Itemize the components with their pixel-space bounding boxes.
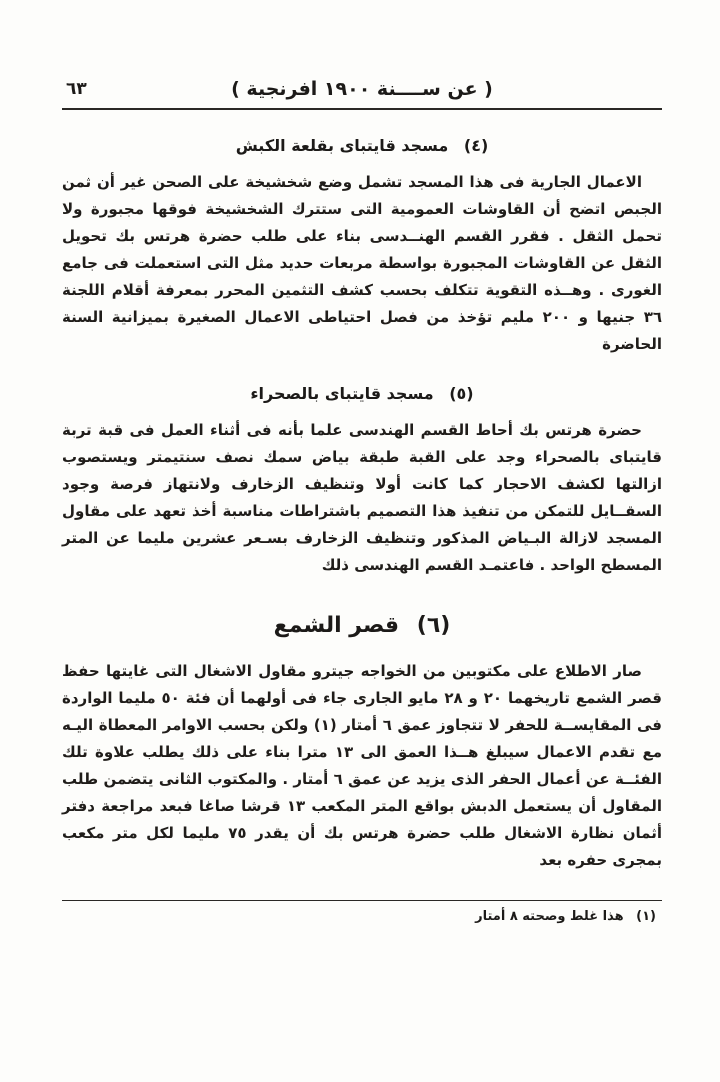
section-4-number: (٤) (463, 136, 489, 155)
section-6-paragraph: صار الاطلاع على مكتوبين من الخواجه جيترو مقاول الاشغال التى غايتها حفظ قصر الشمع تاريخهما ٢٠ و ٢٨ مايو الجارى جاء فى أولهما أن فئة ٥٠ مليما الواردة فى المقايســة للحفر لا تتجاوز عمق ٦ أمتار (١) ولكن بحسب الاوامر المعطاة اليـه مع تقدم الاعمال سيبلغ هــذا العمق الى ١٣ مترا بناء على ذلك يطلب علاوة تلك الفئــة عن أعمال الحفر الذى يزيد عن عمق ٦ أمتار . والمكتوب الثانى يتضمن طلب المقاول أن يستعمل الدبش بواقع المتر المكعب ١٣ قرشا صاغا فبعد مراجعة دفتر أثمان نظارة الاشغال طلب حضرة هرتس بك أن يقدر ٧٥ مليما لكل متر مكعب بمجرى حفره بعد (62, 662, 663, 869)
document-body (62, 136, 662, 924)
footnote-marker: (١) (636, 909, 656, 924)
section-4 (62, 136, 662, 358)
section-6-title: قصر الشمع (273, 613, 400, 638)
section-5-number: (٥) (449, 384, 474, 403)
section-5-heading (62, 384, 662, 403)
section-6-number: (٦) (416, 613, 451, 638)
section-5 (62, 384, 662, 579)
footnote-divider (62, 900, 662, 901)
section-5-paragraph: حضرة هرتس بك أحاط القسم الهندسى علما بأنه فى أثناء العمل فى قبة تربة قايتباى بالصحراء وجد على القبة طبقة بياض سمك نصف سنتيمتر ويستصوب ازالتها لكشف الاحجار كما كانت أولا وتنظيف الزخارف ولانتهاز فرصة وجود السقــايل للتمكن من تنفيذ هذا التصميم باشتراطات مناسبة أخذ تعهد على مقاول المسجد لازالة البـياض المذكور وتنظيف الزخارف بسـعر عشرين مليما عن المتر المسطح الواحد . فاعتمـد القسم الهندسى ذلك (62, 421, 662, 574)
footnote-text: هذا غلط وصحته ٨ أمتار (475, 909, 624, 924)
page-header (62, 78, 662, 100)
section-6-heading (62, 613, 662, 638)
section-6 (62, 613, 662, 874)
section-4-title: مسجد قايتباى بقلعة الكبش (235, 136, 449, 155)
section-5-title: مسجد قايتباى بالصحراء (250, 384, 434, 403)
footnote (62, 909, 662, 924)
page-content-area (62, 78, 662, 924)
header-title: ( عن ســــنة ١٩٠٠ افرنجية ) (231, 78, 493, 100)
header-divider (62, 108, 662, 110)
page-number: ٦٣ (66, 79, 87, 99)
section-4-paragraph: الاعمال الجارية فى هذا المسجد تشمل وضع شخشيخة على الصحن غير أن ثمن الجبص اتضح أن القاوشات العمومية التى ستترك الشخشيخة فوقها مجبورة ولا تحمل الثقل . فقرر القسم الهنــدسى بناء على طلب حضرة هرتس بك تحويل الثقل عن القاوشات المجبورة بواسطة مربعات حديد مثل التى استعملت فى جامع الغورى . وهــذه التقوية تتكلف بحسب كشف التثمين المحرر بمعرفة أقلام اللجنة ٣٦ جنيها و ٢٠٠ مليم تؤخذ من فصل احتياطى الاعمال الصغيرة بميزانية السنة الحاضرة (62, 173, 662, 353)
footnote-block (62, 900, 662, 924)
section-4-heading (62, 136, 662, 155)
